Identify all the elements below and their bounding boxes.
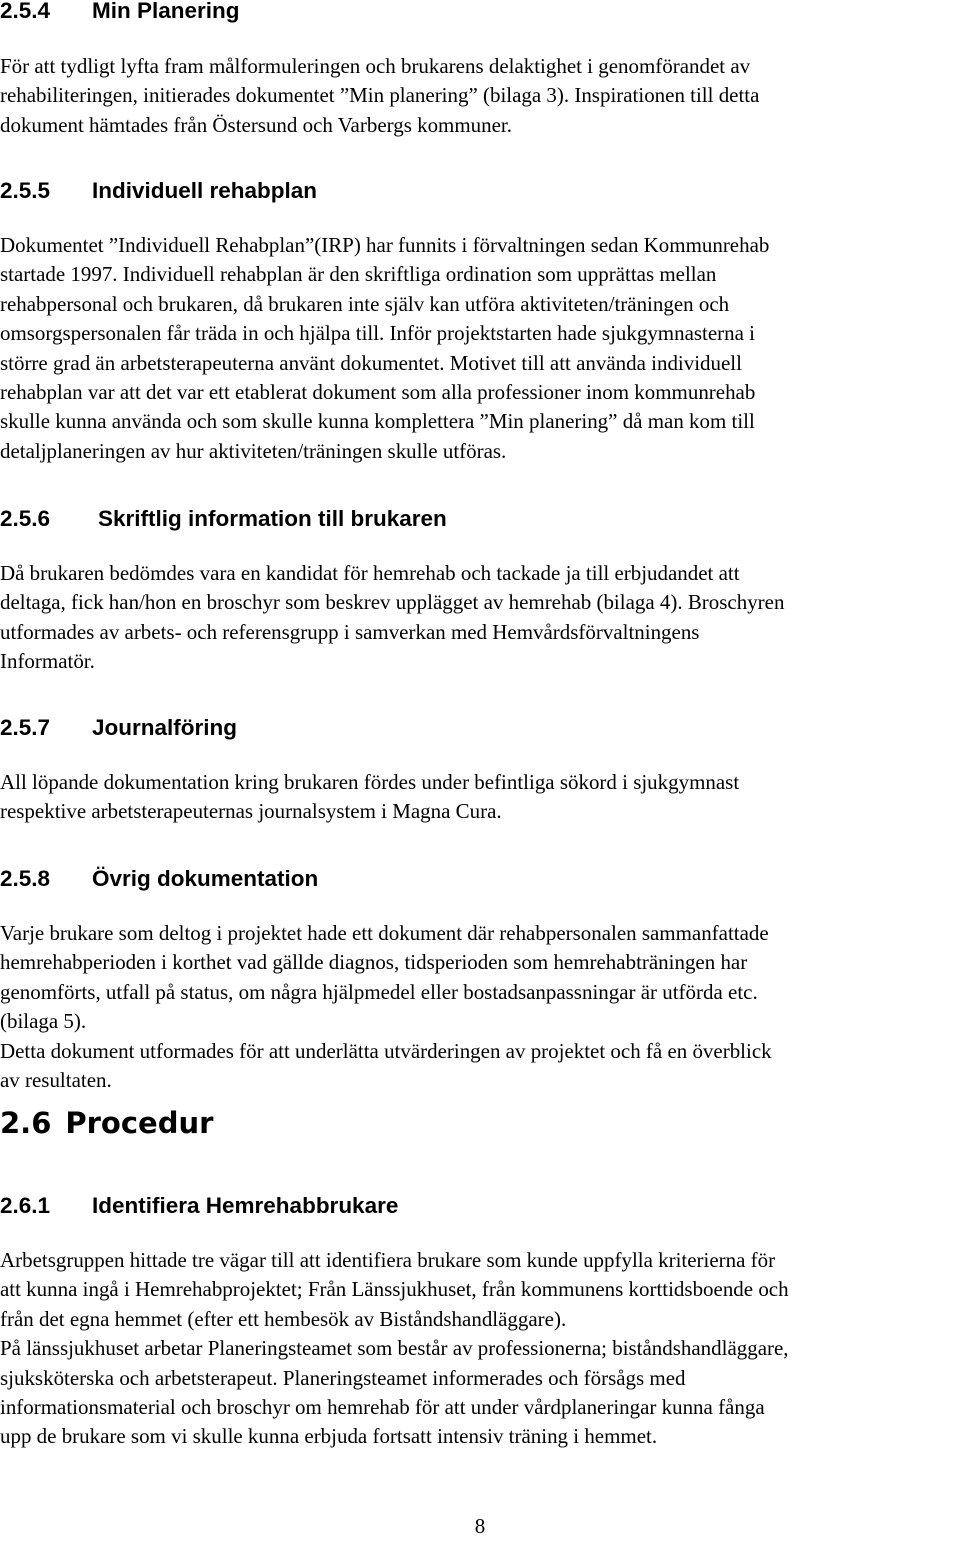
text-line: utformades av arbets- och referensgrupp i samverkan med Hemvårdsförvaltningens	[0, 619, 700, 644]
text-line: rehabplan var att det var ett etablerat dokument som alla professioner inom kommunrehab	[0, 380, 756, 405]
text-line: rehabiliteringen, initierades dokumentet ”Min planering” (bilaga 3). Inspirationen till detta	[0, 83, 760, 108]
text-line: Detta dokument utformades för att underlätta utvärderingen av projektet och få en överblick	[0, 1038, 772, 1063]
text-line: av resultaten.	[0, 1068, 112, 1093]
paragraph-individuell-rehabplan	[0, 231, 960, 466]
text-line: På länssjukhuset arbetar Planeringsteamet som består av professionerna; biståndshandläggare,	[0, 1336, 789, 1361]
heading-number: 2.5.4	[0, 0, 51, 23]
heading-2-6-1	[0, 1193, 399, 1219]
text-line: hemrehabperioden i korthet vad gällde diagnos, tidsperioden som hemrehabträningen har	[0, 950, 748, 975]
page-number: 8	[474, 1514, 486, 1538]
text-line: att kunna ingå i Hemrehabprojektet; Från Länssjukhuset, från kommunens korttidsboende och	[0, 1277, 789, 1302]
text-line: respektive arbetsterapeuternas journalsystem i Magna Cura.	[0, 799, 502, 824]
text-line: (bilaga 5).	[0, 1009, 87, 1034]
text-line: upp de brukare som vi skulle kunna erbjuda fortsatt intensiv träning i hemmet.	[0, 1424, 658, 1449]
heading-2-5-8	[0, 866, 319, 892]
text-line: startade 1997. Individuell rehabplan är den skriftliga ordination som upprättas mellan	[0, 262, 717, 287]
paragraph-min-planering	[0, 52, 960, 140]
text-line: Då brukaren bedömdes vara en kandidat för hemrehab och tackade ja till erbjudandet att	[0, 561, 740, 585]
text-line: informationsmaterial och broschyr om hemrehab för att under vårdplaneringar kunna fånga	[0, 1395, 765, 1420]
heading-number: 2.5.5	[0, 178, 51, 203]
text-line: genomförts, utfall på status, om några hjälpmedel eller bostadsanpassningar är utförda etc.	[0, 979, 758, 1004]
heading-2-6	[0, 1106, 213, 1140]
text-line: All löpande dokumentation kring brukaren fördes under befintliga sökord i sjukgymnast	[0, 770, 740, 794]
heading-2-5-5	[0, 178, 318, 204]
heading-number: 2.6	[0, 1106, 52, 1140]
text-line: sjuksköterska och arbetsterapeut. Planeringsteamet informerades och försågs med	[0, 1365, 686, 1390]
heading-2-5-6	[0, 506, 447, 532]
paragraph-journalforing	[0, 768, 960, 827]
text-line: detaljplaneringen av hur aktiviteten/träningen skulle utföras.	[0, 438, 507, 463]
heading-title: Individuell rehabplan	[92, 178, 318, 203]
text-line: Informatör.	[0, 649, 95, 674]
heading-title: Övrig dokumentation	[92, 866, 319, 891]
heading-title: Journalföring	[92, 715, 237, 740]
heading-number: 2.6.1	[0, 1193, 51, 1218]
text-line: deltaga, fick han/hon en broschyr som beskrev upplägget av hemrehab (bilaga 4). Broschyren	[0, 590, 785, 615]
heading-2-5-4	[0, 0, 240, 24]
text-line: rehabpersonal och brukaren, då brukaren inte själv kan utföra aktiviteten/träningen och	[0, 291, 730, 316]
heading-number: 2.5.6	[0, 506, 51, 531]
text-line: skulle kunna använda och som skulle kunna komplettera ”Min planering” då man kom till	[0, 409, 755, 434]
paragraph-identifiera-hemrehabbrukare	[0, 1246, 960, 1452]
text-line: dokument hämtades från Östersund och Varbergs kommuner.	[0, 112, 512, 137]
heading-2-5-7	[0, 715, 237, 741]
text-line: större grad än arbetsterapeuterna använt dokumentet. Motivet till att använda individuell	[0, 350, 742, 375]
text-line: Varje brukare som deltog i projektet hade ett dokument där rehabpersonalen sammanfattade	[0, 921, 769, 945]
heading-title: Identifiera Hemrehabbrukare	[92, 1193, 399, 1218]
paragraph-ovrig-dokumentation	[0, 919, 960, 1095]
heading-title: Min Planering	[92, 0, 240, 23]
heading-number: 2.5.7	[0, 715, 51, 740]
paragraph-skriftlig-information	[0, 559, 960, 677]
heading-title: Skriftlig information till brukaren	[98, 506, 447, 531]
text-line: från det egna hemmet (efter ett hembesök av Biståndshandläggare).	[0, 1306, 567, 1331]
text-line: För att tydligt lyfta fram målformuleringen och brukarens delaktighet i genomförandet av	[0, 54, 751, 78]
heading-title: Procedur	[65, 1106, 214, 1140]
text-line: omsorgspersonalen får träda in och hjälpa till. Inför projektstarten hade sjukgymnasterna i	[0, 321, 755, 346]
text-line: Arbetsgruppen hittade tre vägar till att identifiera brukare som kunde uppfylla kriterierna för	[0, 1248, 776, 1272]
heading-number: 2.5.8	[0, 866, 51, 891]
text-line: Dokumentet ”Individuell Rehabplan”(IRP) har funnits i förvaltningen sedan Kommunrehab	[0, 233, 770, 257]
